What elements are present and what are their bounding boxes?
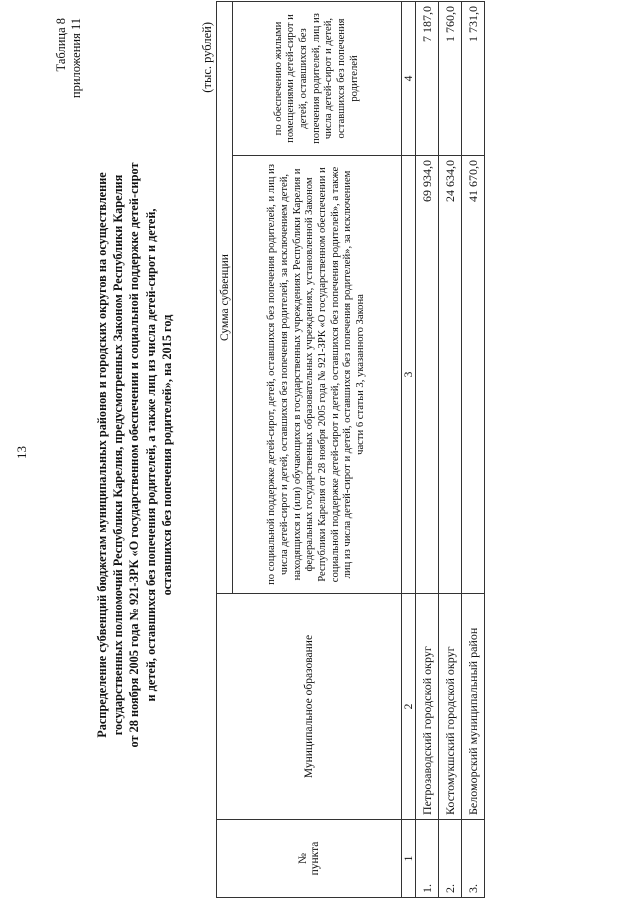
table-label-line2: приложения 11 [69, 18, 83, 99]
row-sum-housing: 7 187,0 [416, 2, 439, 156]
units-label: (тыс. рублей) [200, 22, 214, 93]
row-sum-social: 69 934,0 [416, 156, 439, 594]
header-sum: Сумма субвенции [217, 2, 233, 594]
row-municipality: Беломорский муниципальный район [462, 594, 485, 820]
table-row [439, 2, 462, 898]
header-municipality: Муниципальное образование [217, 594, 402, 820]
index-cell-3: 3 [402, 156, 416, 594]
header-number-symbol: № [297, 853, 309, 864]
row-sum-social: 24 634,0 [439, 156, 462, 594]
title-line-1: Распределение субвенций бюджетам муниципальных районов и городских округов на осуществление [95, 172, 109, 738]
header-sub-col4: по обеспечению жилыми помещениями детей-сирот и детей, оставшихся без попечения родителей, лиц из числа детей-сирот и детей, оставшихся без попечения родителей [233, 2, 402, 156]
row-number: 2. [439, 820, 462, 898]
header-number [217, 820, 402, 898]
index-cell-2: 2 [402, 594, 416, 820]
row-sum-housing: 1 731,0 [462, 2, 485, 156]
table-row [462, 2, 485, 898]
title-line-3: от 28 ноября 2005 года № 921-ЗРК «О государственном обеспечении и социальной поддержке детей-сирот [127, 162, 142, 748]
subvention-table [216, 1, 485, 898]
row-sum-social: 41 670,0 [462, 156, 485, 594]
row-municipality: Петрозаводский городской округ [416, 594, 439, 820]
title-line-5: оставшихся без попечения родителей», на 2015 год [159, 314, 174, 596]
table-label-line1: Таблица 8 [54, 18, 68, 72]
row-number: 1. [416, 820, 439, 898]
page-number: 13 [14, 446, 29, 459]
row-municipality: Костомукшский городской округ [439, 594, 462, 820]
table-row [416, 2, 439, 898]
index-cell-1: 1 [402, 820, 416, 898]
title-line-2: государственных полномочий Республики Карелия, предусмотренных Законом Республики Карелия [111, 174, 126, 736]
row-sum-housing: 1 760,0 [439, 2, 462, 156]
header-sub-col3: по социальной поддержке детей-сирот, детей, оставшихся без попечения родителей, и лиц из числа детей-сирот и детей, оставшихся без попечения родителей, за исключением детей, находящихся и (или) обучающихся в государственных учреждениях Республики Карелия и федеральных государственных образовательных учреждениях, установленной Законом Республики Карелия от 28 ноября 2005 года № 921-ЗРК «О государственном обеспечении и социальной поддержке детей-сирот и детей, оставшихся без попечения родителей», а также лиц из числа детей-сирот и детей, оставшихся без попечения родителей», за исключением части 6 статьи 3, указанного Закона [233, 156, 402, 594]
title-line-4: и детей, оставшихся без попечения родителей, а также лиц из числа детей-сирот и детей, [143, 208, 158, 702]
table-label [54, 18, 84, 98]
document-title [94, 45, 175, 865]
header-number-label: пункта [309, 841, 321, 876]
index-cell-4: 4 [402, 2, 416, 156]
row-number: 3. [462, 820, 485, 898]
